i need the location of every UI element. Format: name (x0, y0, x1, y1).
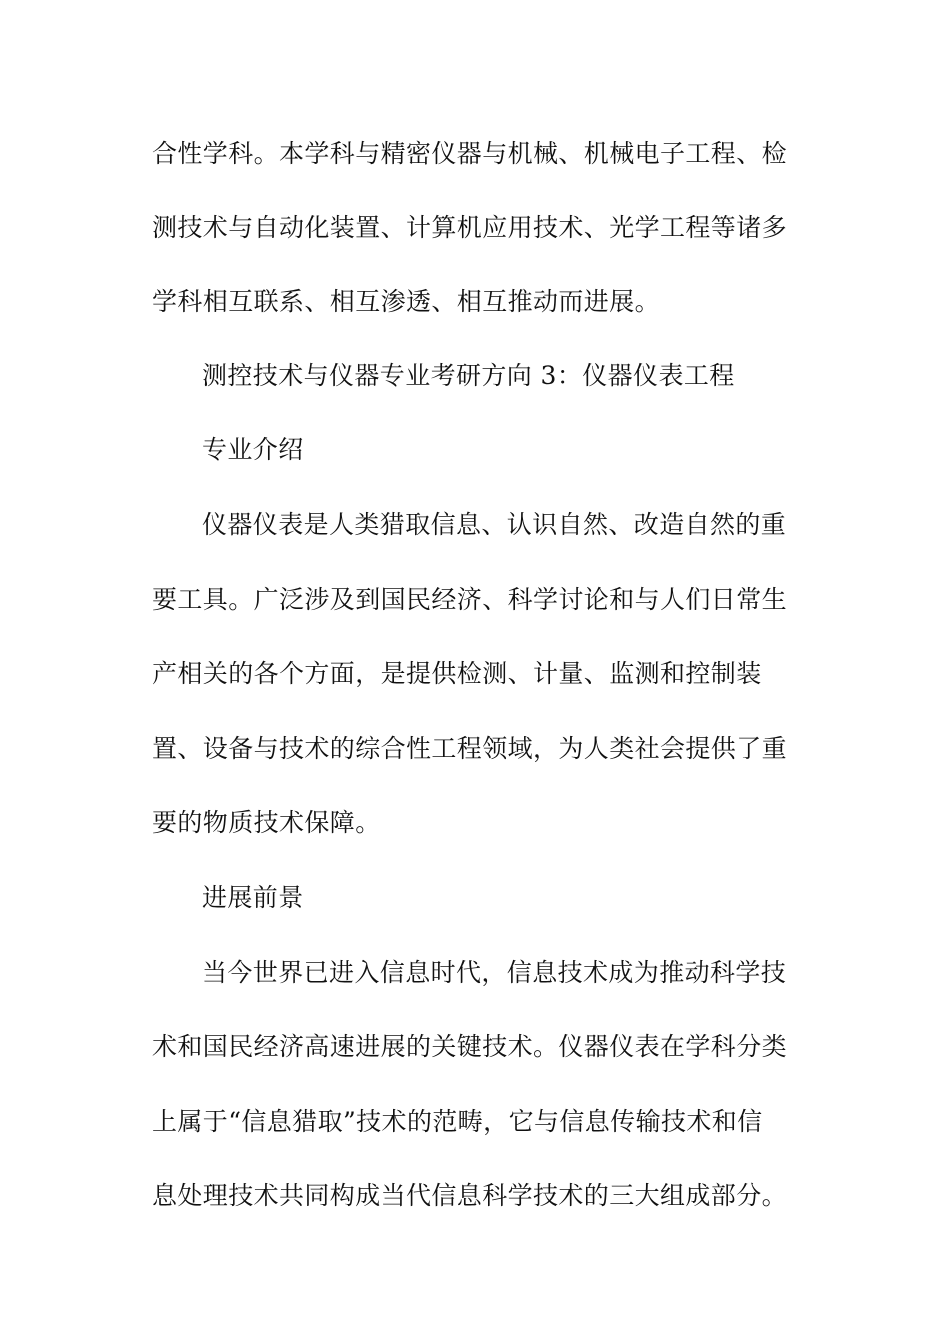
text-line: 上属于“信息猎取”技术的范畴，它与信息传输技术和信 (152, 1107, 763, 1136)
section-heading-research-direction: 测控技术与仪器专业考研方向 3：仪器仪表工程 (202, 361, 735, 390)
text-line: 要工具。广泛涉及到国民经济、科学讨论和与人们日常生 (152, 585, 788, 614)
text-line: 产相关的各个方面，是提供检测、计量、监测和控制装 (152, 659, 762, 688)
section-heading-introduction: 专业介绍 (202, 435, 304, 464)
text-line: 学科相互联系、相互渗透、相互推动而进展。 (152, 287, 661, 316)
text-line: 置、设备与技术的综合性工程领域，为人类社会提供了重 (152, 734, 788, 763)
section-heading-prospects: 进展前景 (202, 883, 304, 912)
text-line: 当今世界已进入信息时代，信息技术成为推动科学技 (202, 958, 787, 987)
text-line: 术和国民经济高速进展的关键技术。仪器仪表在学科分类 (152, 1032, 788, 1061)
text-line: 合性学科。本学科与精密仪器与机械、机械电子工程、检 (152, 139, 788, 168)
text-line: 息处理技术共同构成当代信息科学技术的三大组成部分。 (152, 1181, 788, 1210)
text-line: 仪器仪表是人类猎取信息、认识自然、改造自然的重 (202, 510, 787, 539)
text-line: 要的物质技术保障。 (152, 808, 381, 837)
text-line: 测技术与自动化装置、计算机应用技术、光学工程等诸多 (152, 213, 788, 242)
